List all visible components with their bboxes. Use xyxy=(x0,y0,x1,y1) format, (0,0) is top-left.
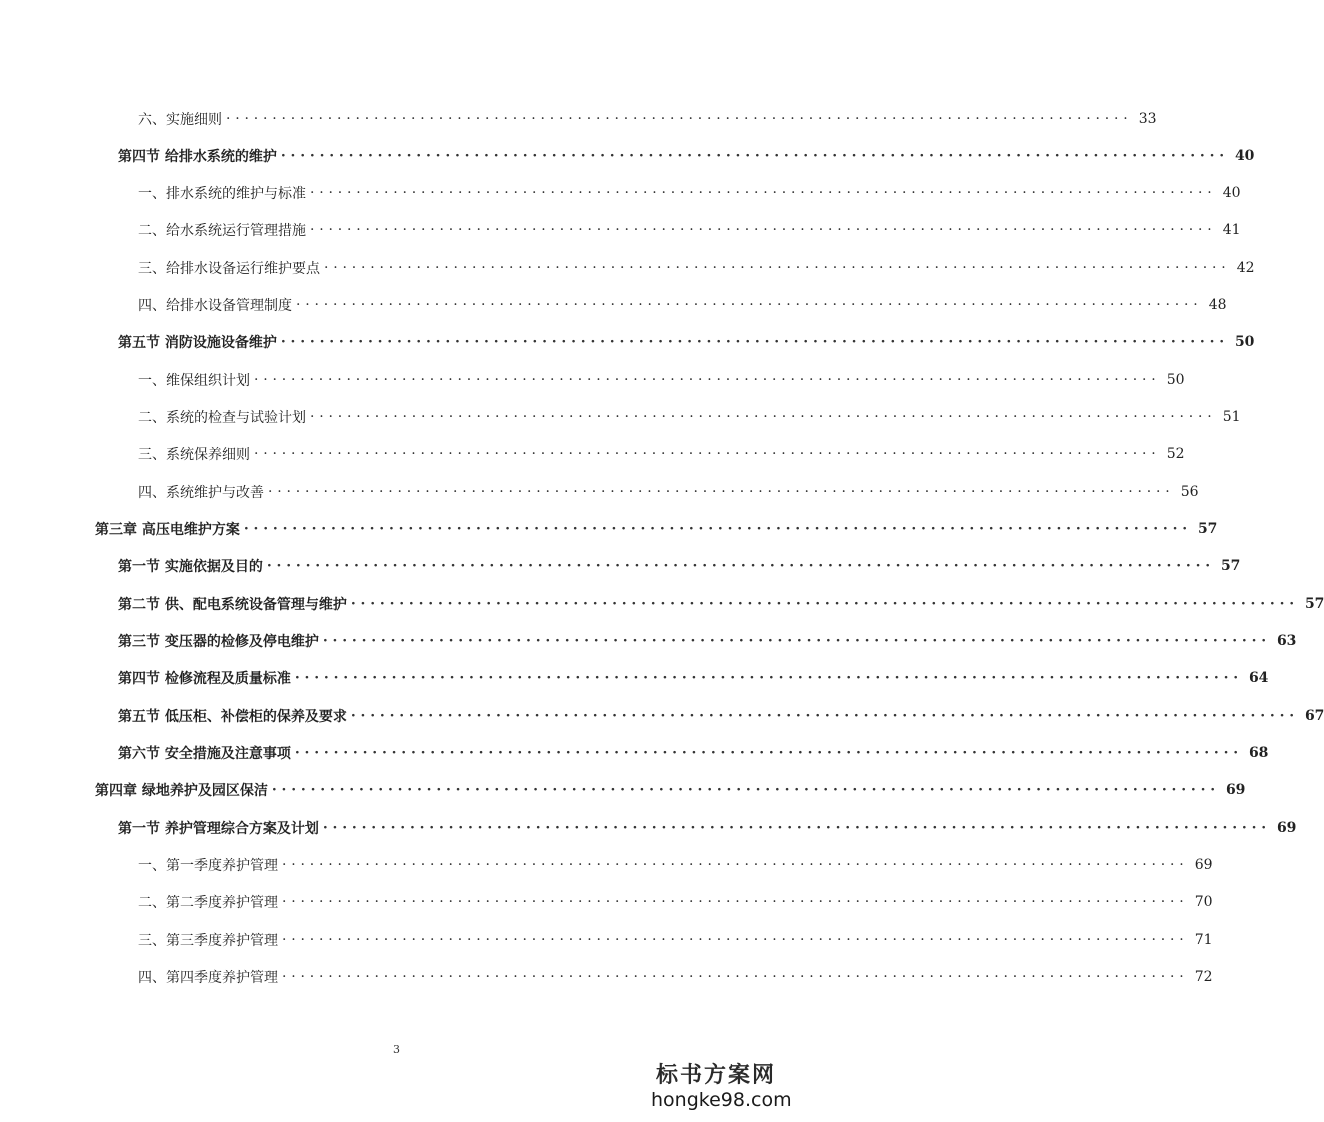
toc-entry-title: 四、给排水设备管理制度 xyxy=(138,298,292,314)
watermark-url: hongke98.com xyxy=(651,1089,792,1111)
watermark-name: 标书方案网 xyxy=(655,1062,776,1088)
toc-entry[interactable] xyxy=(95,778,1246,802)
toc-entry-page: 64 xyxy=(1248,670,1269,686)
toc-entry-title: 第一节 实施依据及目的 xyxy=(118,559,263,575)
toc-entry-page: 69 xyxy=(1194,857,1213,873)
toc-entry[interactable] xyxy=(138,405,1241,429)
toc-entry-page: 42 xyxy=(1236,260,1255,276)
toc-entry[interactable] xyxy=(118,816,1297,840)
toc-entry-title: 第六节 安全措施及注意事项 xyxy=(118,746,291,762)
toc-entry-title: 二、给水系统运行管理措施 xyxy=(138,223,306,239)
dot-leader: ·································································································· xyxy=(226,111,1133,127)
toc-entry[interactable] xyxy=(138,256,1255,280)
toc-entry-page: 41 xyxy=(1222,222,1241,238)
toc-entry[interactable] xyxy=(118,741,1269,765)
dot-leader: ·································································································· xyxy=(282,932,1189,948)
toc-entry-title: 第三章 高压电维护方案 xyxy=(95,522,240,538)
toc-entry[interactable] xyxy=(138,965,1213,989)
toc-entry-title: 一、排水系统的维护与标准 xyxy=(138,186,306,202)
toc-entry-title: 二、系统的检查与试验计划 xyxy=(138,410,306,426)
toc-entry-title: 第四章 绿地养护及园区保洁 xyxy=(95,783,268,799)
toc-entry[interactable] xyxy=(118,144,1255,168)
page-number: 3 xyxy=(393,1043,400,1056)
toc-entry[interactable] xyxy=(138,181,1241,205)
dot-leader: ·································································································· xyxy=(268,484,1175,500)
dot-leader: ·································································································· xyxy=(310,409,1217,425)
toc-entry-page: 48 xyxy=(1208,297,1227,313)
dot-leader: ·································································································· xyxy=(294,670,1243,686)
toc-entry-title: 六、实施细则 xyxy=(138,112,222,128)
toc-entry-page: 68 xyxy=(1248,745,1269,761)
toc-entry-page: 52 xyxy=(1166,446,1185,462)
toc-entry[interactable] xyxy=(138,107,1157,131)
dot-leader: ·································································································· xyxy=(310,222,1217,238)
dot-leader: ·································································································· xyxy=(271,782,1220,798)
toc-entry[interactable] xyxy=(118,554,1241,578)
toc-entry-title: 第三节 变压器的检修及停电维护 xyxy=(118,634,319,650)
toc-entry-title: 四、系统维护与改善 xyxy=(138,485,264,501)
toc-entry-title: 第五节 低压柜、补偿柜的保养及要求 xyxy=(118,709,347,725)
toc-entry-title: 第二节 供、配电系统设备管理与维护 xyxy=(118,597,347,613)
dot-leader: ·································································································· xyxy=(322,633,1271,649)
toc-entry[interactable] xyxy=(95,517,1218,541)
toc-entry[interactable] xyxy=(138,480,1199,504)
toc-entry[interactable] xyxy=(118,629,1297,653)
toc-entry-page: 40 xyxy=(1234,148,1255,164)
toc-entry-page: 71 xyxy=(1194,932,1213,948)
dot-leader: ·································································································· xyxy=(282,857,1189,873)
toc-entry-page: 63 xyxy=(1276,633,1297,649)
toc-entry[interactable] xyxy=(118,704,1324,728)
dot-leader: ·································································································· xyxy=(322,820,1271,836)
toc-entry[interactable] xyxy=(118,592,1324,616)
toc-entry-page: 33 xyxy=(1138,111,1157,127)
toc-entry-page: 51 xyxy=(1222,409,1241,425)
toc-entry-title: 第四节 给排水系统的维护 xyxy=(118,149,277,165)
toc-entry-title: 第五节 消防设施设备维护 xyxy=(118,335,277,351)
toc-entry-title: 第一节 养护管理综合方案及计划 xyxy=(118,821,319,837)
toc-entry-page: 50 xyxy=(1166,372,1185,388)
toc-entry[interactable] xyxy=(138,928,1213,952)
toc-entry-title: 二、第二季度养护管理 xyxy=(138,895,278,911)
dot-leader: ·································································································· xyxy=(350,596,1299,612)
toc-entry-page: 72 xyxy=(1194,969,1213,985)
toc-entry[interactable] xyxy=(138,293,1227,317)
toc-entry-page: 69 xyxy=(1276,820,1297,836)
dot-leader: ·································································································· xyxy=(310,185,1217,201)
toc-entry-page: 57 xyxy=(1197,521,1218,537)
toc-entry-title: 三、给排水设备运行维护要点 xyxy=(138,261,320,277)
toc-entry-page: 50 xyxy=(1234,334,1255,350)
dot-leader: ·································································································· xyxy=(280,148,1229,164)
toc-entry[interactable] xyxy=(118,666,1269,690)
toc-entry-title: 第四节 检修流程及质量标准 xyxy=(118,671,291,687)
toc-entry-page: 57 xyxy=(1220,558,1241,574)
toc-entry-title: 三、第三季度养护管理 xyxy=(138,933,278,949)
toc-entry-page: 69 xyxy=(1225,782,1246,798)
toc-entry-title: 一、第一季度养护管理 xyxy=(138,858,278,874)
toc-entry-page: 67 xyxy=(1304,708,1324,724)
toc-entry-page: 57 xyxy=(1304,596,1324,612)
toc-entry[interactable] xyxy=(138,368,1185,392)
toc-entry[interactable] xyxy=(118,330,1255,354)
toc-entry-title: 一、维保组织计划 xyxy=(138,373,250,389)
toc-entry[interactable] xyxy=(138,890,1213,914)
dot-leader: ·································································································· xyxy=(282,969,1189,985)
toc-entry[interactable] xyxy=(138,442,1185,466)
dot-leader: ·································································································· xyxy=(243,521,1192,537)
dot-leader: ·································································································· xyxy=(324,260,1231,276)
dot-leader: ·································································································· xyxy=(350,708,1299,724)
toc-entry[interactable] xyxy=(138,853,1213,877)
dot-leader: ·································································································· xyxy=(282,894,1189,910)
dot-leader: ·································································································· xyxy=(280,334,1229,350)
toc-entry-title: 三、系统保养细则 xyxy=(138,447,250,463)
toc-entry-title: 四、第四季度养护管理 xyxy=(138,970,278,986)
dot-leader: ·································································································· xyxy=(296,297,1203,313)
toc-entry-page: 70 xyxy=(1194,894,1213,910)
watermark xyxy=(651,1062,792,1112)
dot-leader: ·································································································· xyxy=(254,446,1161,462)
toc-entry[interactable] xyxy=(138,218,1241,242)
toc-entry-page: 56 xyxy=(1180,484,1199,500)
dot-leader: ·································································································· xyxy=(266,558,1215,574)
dot-leader: ·································································································· xyxy=(254,372,1161,388)
dot-leader: ·································································································· xyxy=(294,745,1243,761)
toc-entry-page: 40 xyxy=(1222,185,1241,201)
